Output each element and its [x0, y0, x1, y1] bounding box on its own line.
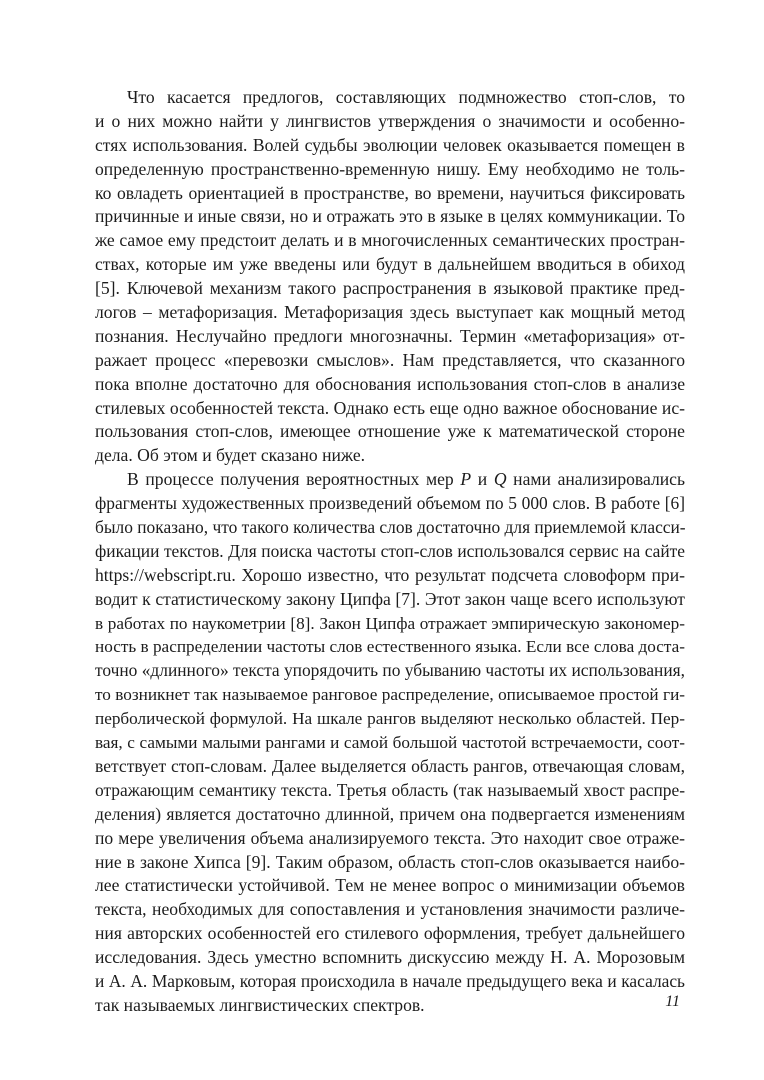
text-line: отражающим семантику текста. Третья область (так называемый хвост распре- [95, 779, 685, 800]
text-line: лее статистически устойчивой. Тем не менее вопрос о минимизации объемов [95, 875, 685, 896]
text-line: исследования. Здесь уместно вспомнить дискуссию между Н. А. Морозовым [95, 947, 685, 968]
text-line: фикации текстов. Для поиска частоты стоп-слов использовался сервис на сайте [95, 540, 685, 561]
text-line: ние в законе Хипса [9]. Таким образом, область стоп-слов оказывается наибо- [95, 851, 685, 872]
text-line: https://webscript.ru. Хорошо известно, что результат подсчета словоформ при- [95, 564, 685, 585]
text-line: текста, необходимых для сопоставления и установления значимости различе- [95, 899, 685, 920]
paragraph-2 [95, 468, 685, 1017]
text-line: по мере увеличения объема анализируемого текста. Это находит свое отраже- [95, 827, 685, 848]
text-line: ствах, которые им уже введены или будут в дальнейшем вводиться в обиход [95, 254, 685, 275]
text-line: ражает процесс «перевозки смыслов». Нам представляется, что сказанного [95, 349, 685, 370]
text-line: было показано, что такого количества слов достаточно для приемлемой класси- [95, 517, 686, 538]
text-line: деления) является достаточно длинной, причем она подвергается изменениям [95, 803, 685, 824]
text-line: ко овладеть ориентацией в пространстве, во времени, научиться фиксировать [95, 182, 685, 203]
text-line: ветствует стоп-словам. Далее выделяется область рангов, отвечающая словам, [95, 755, 685, 776]
text-line: дела. Об этом и будет сказано ниже. [95, 445, 366, 466]
text-line: [5]. Ключевой механизм такого распространения в языковой практике пред- [95, 278, 685, 299]
text-line: так называемых лингвистических спектров. [95, 994, 425, 1015]
text-line: и о них можно найти у лингвистов утверждения о значимости и особенно- [95, 110, 685, 131]
text-line: пользования стоп-слов, имеющее отношение уже к математической стороне [95, 421, 685, 442]
text-line: вая, с самыми малыми рангами и самой большой частотой встречаемости, соот- [95, 733, 685, 753]
text-line: же самое ему предстоит делать и в многочисленных семантических простран- [95, 230, 685, 251]
body-text [95, 86, 685, 1018]
text-line: и А. А. Марковым, которая происходила в начале предыдущего века и касалась [95, 970, 685, 991]
text-line: в работах по наукометрии [8]. Закон Ципфа отражает эмпирическую закономер- [95, 613, 685, 633]
text-line: ность в распределении частоты слов естественного языка. Если все слова доста- [95, 637, 685, 657]
text-line: познания. Неслучайно предлоги многозначны. Термин «метафоризация» от- [95, 325, 685, 346]
page-number: 11 [665, 993, 680, 1010]
text-line: определенную пространственно-временную нишу. Ему необходимо не толь- [95, 158, 685, 179]
text-line: точно «длинного» текста упорядочить по убыванию частоты их использования, [95, 660, 685, 681]
text-line: фрагменты художественных произведений объемом по 5 000 слов. В работе [6] [95, 493, 685, 514]
text-line: Что касается предлогов, составляющих подмножество стоп-слов, то [127, 87, 685, 107]
text-line: стях использования. Волей судьбы эволюции человек оказывается помещен в [95, 134, 685, 155]
text-line: стилевых особенностей текста. Однако есть еще одно важное обоснование ис- [95, 397, 685, 418]
text-line: В процессе получения вероятностных мер P и Q нами анализировались [127, 469, 685, 490]
text-line: то возникнет так называемое ранговое распределение, описываемое простой ги- [95, 685, 685, 705]
text-line: водит к статистическому закону Ципфа [7]. Этот закон чаще всего используют [95, 588, 685, 609]
text-line: перболической формулой. На шкале рангов выделяют несколько областей. Пер- [95, 709, 685, 729]
text-line: ния авторских особенностей его стилевого оформления, требует дальнейшего [95, 923, 685, 944]
paragraph-1 [95, 86, 685, 468]
text-line: причинные и иные связи, но и отражать это в языке в целях коммуникации. То [95, 206, 685, 227]
text-line: пока вполне достаточно для обоснования использования стоп-слов в анализе [95, 373, 685, 394]
text-line: логов – метафоризация. Метафоризация здесь выступает как мощный метод [95, 302, 685, 323]
